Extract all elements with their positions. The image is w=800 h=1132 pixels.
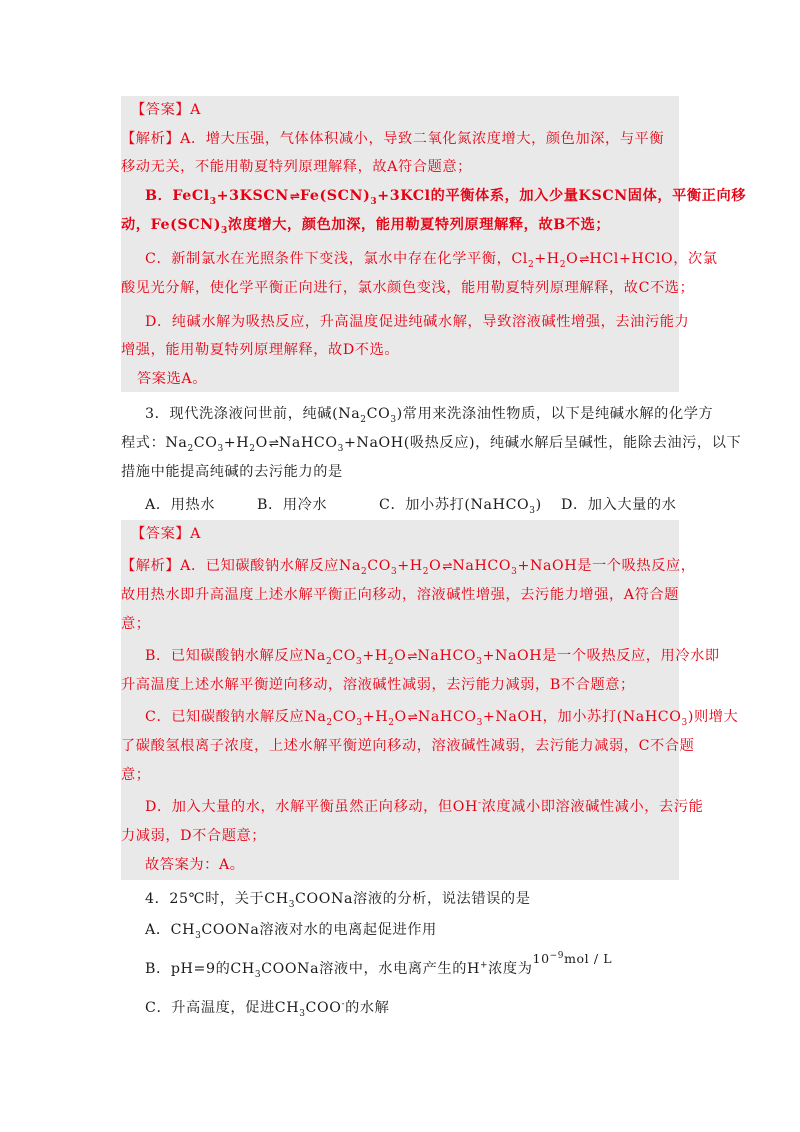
question-4-stem: 4．25℃时，关于$CH_3COONa$溶液的分析，说法错误的是 (145, 891, 531, 910)
option-a: A．用热水 (145, 497, 215, 513)
option-c: C．加小苏打(NaHCO$_3$) (379, 497, 542, 516)
analysis-line: 了碳酸氢根离子浓度，上述水解平衡逆向移动，溶液碱性减弱，去污能力减弱，C不合题 (121, 738, 695, 754)
equilibrium-arrow-icon: ⇌ (579, 252, 589, 266)
final-answer: 答案选A。 (137, 371, 207, 387)
analysis-line: C．新制氯水在光照条件下变浅，氯水中存在化学平衡，$Cl_2+H_2O\rightleftharpoons HCl+HClO$，次氯 (145, 251, 718, 270)
answer-block-q3 (121, 520, 739, 880)
analysis-line: 【解析】A．增大压强，气体体积减小，导致二氧化氮浓度增大，颜色加深，与平衡 (121, 131, 665, 147)
analysis-line: C．已知碳酸钠水解反应$Na_2CO_3+H_2O\rightleftharpoons NaHCO_3+NaOH$，加小苏打(NaHCO$_3$)则增大 (145, 709, 739, 728)
question-4-option-c: C．升高温度，促进$CH_3COO^-$的水解 (145, 999, 390, 1019)
analysis-line: 酸见光分解，使化学平衡正向进行，氯水颜色变浅，能用勒夏特列原理解释，故C不选； (121, 280, 695, 296)
analysis-line: 增强，能用勒夏特列原理解释，故D不选。 (121, 342, 400, 358)
final-answer: 故答案为：A。 (145, 857, 245, 873)
answer-label: 【答案】A (131, 102, 201, 118)
analysis-line: D．加入大量的水，水解平衡虽然正向移动，但OH-浓度减小即溶液碱性减小，去污能 (145, 798, 704, 815)
analysis-line: 移动无关，不能用勒夏特列原理解释，故A符合题意； (121, 159, 472, 175)
equilibrium-arrow-icon: ⇌ (289, 189, 299, 203)
equilibrium-arrow-icon: ⇌ (268, 436, 278, 450)
analysis-line: B．已知碳酸钠水解反应$Na_2CO_3+H_2O\rightleftharpoons NaHCO_3+NaOH$是一个吸热反应，用冷水即 (145, 648, 720, 667)
analysis-line: 意； (121, 767, 151, 783)
analysis-line: 力减弱，D不合题意； (121, 828, 267, 844)
analysis-line: 意； (121, 616, 151, 632)
analysis-line: 动，$Fe(SCN)_3$浓度增大，颜色加深，能用勒夏特列原理解释，故B不选； (121, 217, 611, 236)
option-b: B．用冷水 (257, 497, 328, 513)
analysis-line: D．纯碱水解为吸热反应，升高温度促进纯碱水解，导致溶液碱性增强，去油污能力 (145, 314, 690, 330)
option-d: D．加入大量的水 (561, 497, 677, 513)
answer-label: 【答案】A (131, 526, 201, 542)
equilibrium-arrow-icon: ⇌ (407, 710, 417, 724)
question-3-stem: 措施中能提高纯碱的去污能力的是 (121, 464, 343, 480)
analysis-line: 【解析】A．已知碳酸钠水解反应$Na_2CO_3+H_2O\rightleftharpoons NaHCO_3+NaOH$是一个吸热反应， (121, 558, 696, 577)
question-4-option-a: A．$CH_3COONa$溶液对水的电离起促进作用 (145, 922, 437, 941)
question-3-stem: 程式：$Na_2CO_3+H_2O\rightleftharpoons NaHCO_3+NaOH$(吸热反应)，纯碱水解后呈碱性，能除去油污，以下 (121, 435, 742, 454)
equilibrium-arrow-icon: ⇌ (407, 649, 417, 663)
question-3-stem: 3．现代洗涤液问世前，纯碱$(Na_2CO_3)$常用来洗涤油性物质，以下是纯碱水解的化学方 (145, 406, 714, 425)
analysis-line: 升高温度上述水解平衡逆向移动，溶液碱性减弱，去污能力减弱，B不合题意； (121, 677, 635, 693)
equilibrium-arrow-icon: ⇌ (442, 559, 452, 573)
analysis-line: B．$FeCl_3+3KSCN\rightleftharpoons Fe(SCN)_3+3KCl$的平衡体系，加入少量KSCN固体，平衡正向移 (145, 188, 747, 207)
answer-block-q2 (121, 96, 747, 392)
concentration-value: $10^{-9}mol$ / L (532, 950, 613, 966)
analysis-line: 故用热水即升高温度上述水解平衡正向移动，溶液碱性增强，去污能力增强，A符合题 (121, 587, 679, 603)
question-4-option-b: B．pH=9的$CH_3COONa$溶液中，水电离产生的H+浓度为$10^{-9}mol$ / L (145, 950, 613, 980)
